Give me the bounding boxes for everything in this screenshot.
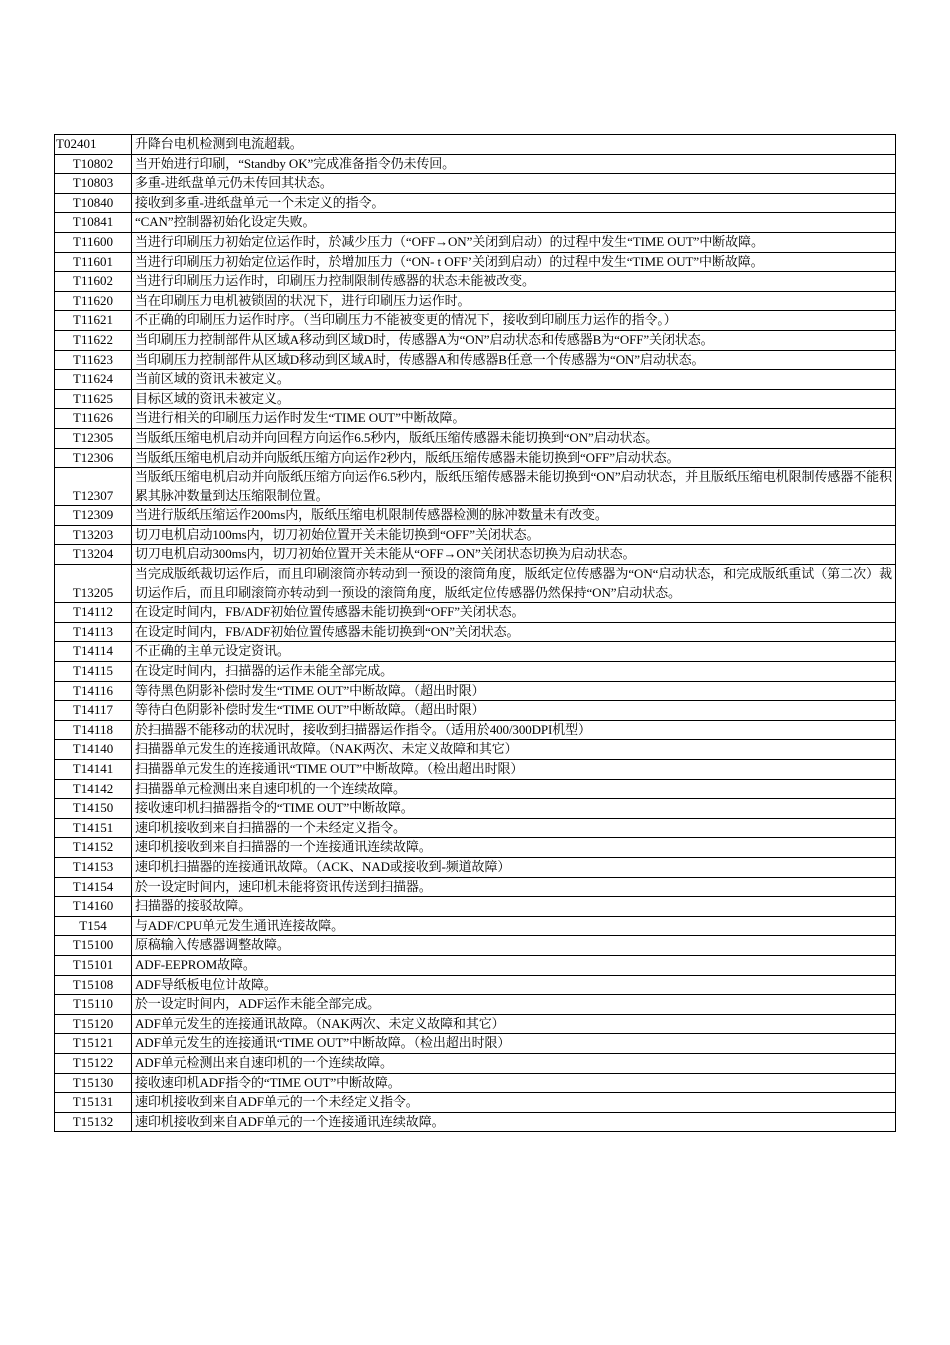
error-code-cell: T10840 — [55, 193, 132, 213]
table-row — [55, 1093, 896, 1113]
error-description-cell: 多重-进纸盘单元仍未传回其状态。 — [132, 174, 896, 194]
table-row — [55, 428, 896, 448]
table-row — [55, 936, 896, 956]
error-code-cell: T14116 — [55, 681, 132, 701]
error-description-cell: 速印机扫描器的连接通讯故障。（ACK、NAD或接收到-频道故障） — [132, 857, 896, 877]
error-code-cell: T15121 — [55, 1034, 132, 1054]
error-code-cell: T11602 — [55, 272, 132, 292]
error-description-cell: 在设定时间内，FB/ADF初始位置传感器未能切换到“OFF”关闭状态。 — [132, 603, 896, 623]
error-code-cell: T15108 — [55, 975, 132, 995]
error-code-cell: T14154 — [55, 877, 132, 897]
error-description-cell: 当版纸压缩电机启动并向版纸压缩方向运作2秒内，版纸压缩传感器未能切换到“OFF”启动状态。 — [132, 448, 896, 468]
error-description-cell: 於一设定时间内，速印机未能将资讯传送到扫描器。 — [132, 877, 896, 897]
table-row — [55, 154, 896, 174]
table-row — [55, 701, 896, 721]
table-row — [55, 193, 896, 213]
table-row — [55, 622, 896, 642]
table-row — [55, 1053, 896, 1073]
error-description-cell: 接收速印机扫描器指令的“TIME OUT”中断故障。 — [132, 799, 896, 819]
error-code-cell: T14115 — [55, 662, 132, 682]
error-description-cell: ADF单元检测出来自速印机的一个连续故障。 — [132, 1053, 896, 1073]
error-code-cell: T14151 — [55, 818, 132, 838]
error-description-cell: 当版纸压缩电机启动并向版纸压缩方向运作6.5秒内，版纸压缩传感器未能切换到“ON”启动状态，并且版纸压缩电机限制传感器不能积累其脉冲数量到达压缩限制位置。 — [132, 468, 896, 506]
error-description-cell: 速印机接收到来自ADF单元的一个连接通讯连续故障。 — [132, 1112, 896, 1132]
error-code-cell: T13203 — [55, 525, 132, 545]
table-row — [55, 779, 896, 799]
table-row — [55, 1014, 896, 1034]
error-description-cell: 当印刷压力控制部件从区域A移动到区域D时，传感器A为“ON”启动状态和传感器B为“OFF”关闭状态。 — [132, 330, 896, 350]
table-row — [55, 389, 896, 409]
table-row — [55, 409, 896, 429]
error-description-cell: 不正确的印刷压力运作时序。（当印刷压力不能被变更的情况下，接收到印刷压力运作的指令。） — [132, 311, 896, 331]
error-description-cell: 当进行版纸压缩运作200ms内，版纸压缩电机限制传感器检测的脉冲数量未有改变。 — [132, 506, 896, 526]
table-row — [55, 291, 896, 311]
table-row — [55, 916, 896, 936]
error-code-cell: T15110 — [55, 995, 132, 1015]
error-code-cell: T15130 — [55, 1073, 132, 1093]
error-code-cell: T11624 — [55, 370, 132, 390]
error-description-cell: 当在印刷压力电机被锁固的状况下，进行印刷压力运作时。 — [132, 291, 896, 311]
table-row — [55, 642, 896, 662]
table-row — [55, 818, 896, 838]
table-row — [55, 232, 896, 252]
table-row — [55, 838, 896, 858]
error-description-cell: 於扫描器不能移动的状况时，接收到扫描器运作指令。（适用於400/300DPI机型） — [132, 720, 896, 740]
error-description-cell: 当进行相关的印刷压力运作时发生“TIME OUT”中断故障。 — [132, 409, 896, 429]
error-code-cell: T12309 — [55, 506, 132, 526]
error-code-cell: T15120 — [55, 1014, 132, 1034]
error-code-cell: T14117 — [55, 701, 132, 721]
table-row — [55, 135, 896, 155]
error-code-cell: T14113 — [55, 622, 132, 642]
table-row — [55, 330, 896, 350]
error-description-cell: 接收到多重-进纸盘单元一个未定义的指令。 — [132, 193, 896, 213]
error-description-cell: 接收速印机ADF指令的“TIME OUT”中断故障。 — [132, 1073, 896, 1093]
error-description-cell: 等待白色阴影补偿时发生“TIME OUT”中断故障。（超出时限） — [132, 701, 896, 721]
table-row — [55, 370, 896, 390]
error-description-cell: 在设定时间内，扫描器的运作未能全部完成。 — [132, 662, 896, 682]
error-code-cell: T14141 — [55, 760, 132, 780]
error-description-cell: 扫描器单元发生的连接通讯故障。（NAK两次、未定义故障和其它） — [132, 740, 896, 760]
error-code-cell: T154 — [55, 916, 132, 936]
error-code-cell: T14114 — [55, 642, 132, 662]
error-description-cell: 速印机接收到来自扫描器的一个连接通讯连续故障。 — [132, 838, 896, 858]
error-description-cell: 目标区域的资讯未被定义。 — [132, 389, 896, 409]
error-code-cell: T10802 — [55, 154, 132, 174]
error-code-table-body — [55, 135, 896, 1132]
error-description-cell: 当完成版纸裁切运作后，而且印刷滚筒亦转动到一预设的滚筒角度，版纸定位传感器为“ON“启动状态，和完成版纸重试（第二次）裁切运作后，而且印刷滚筒亦转动到一预设的滚筒角度，版纸定位传感器仍然保持“ON”启动状态。 — [132, 565, 896, 603]
error-code-cell: T14160 — [55, 897, 132, 917]
table-row — [55, 760, 896, 780]
error-description-cell: 速印机接收到来自扫描器的一个未经定义指令。 — [132, 818, 896, 838]
table-row — [55, 1073, 896, 1093]
error-description-cell: 当开始进行印刷，“Standby OK”完成准备指令仍未传回。 — [132, 154, 896, 174]
error-description-cell: 切刀电机启动300ms内，切刀初始位置开关未能从“OFF→ON”关闭状态切换为启动状态。 — [132, 545, 896, 565]
table-row — [55, 1034, 896, 1054]
table-row — [55, 272, 896, 292]
error-code-cell: T14118 — [55, 720, 132, 740]
error-description-cell: 速印机接收到来自ADF单元的一个未经定义指令。 — [132, 1093, 896, 1113]
error-code-cell: T15101 — [55, 955, 132, 975]
table-row — [55, 662, 896, 682]
table-row — [55, 545, 896, 565]
error-description-cell: 在设定时间内，FB/ADF初始位置传感器未能切换到“ON”关闭状态。 — [132, 622, 896, 642]
error-code-cell: T10841 — [55, 213, 132, 233]
table-row — [55, 311, 896, 331]
error-description-cell: 扫描器单元检测出来自速印机的一个连续故障。 — [132, 779, 896, 799]
error-code-cell: T12306 — [55, 448, 132, 468]
error-description-cell: ADF单元发生的连接通讯“TIME OUT”中断故障。（检出超出时限） — [132, 1034, 896, 1054]
table-row — [55, 740, 896, 760]
error-code-cell: T15132 — [55, 1112, 132, 1132]
error-description-cell: 与ADF/CPU单元发生通讯连接故障。 — [132, 916, 896, 936]
error-code-cell: T11621 — [55, 311, 132, 331]
table-row — [55, 857, 896, 877]
table-row — [55, 1112, 896, 1132]
table-row — [55, 897, 896, 917]
error-code-cell: T11625 — [55, 389, 132, 409]
error-description-cell: “CAN”控制器初始化设定失败。 — [132, 213, 896, 233]
table-row — [55, 213, 896, 233]
table-row — [55, 955, 896, 975]
error-description-cell: 於一设定时间内，ADF运作未能全部完成。 — [132, 995, 896, 1015]
error-code-cell: T10803 — [55, 174, 132, 194]
error-description-cell: ADF-EEPROM故障。 — [132, 955, 896, 975]
error-description-cell: 扫描器单元发生的连接通讯“TIME OUT”中断故障。（检出超出时限） — [132, 760, 896, 780]
error-description-cell: 当进行印刷压力初始定位运作时，於减少压力（“OFF→ON”关闭到启动）的过程中发生“TIME OUT”中断故障。 — [132, 232, 896, 252]
table-row — [55, 975, 896, 995]
error-description-cell: 升降台电机检测到电流超载。 — [132, 135, 896, 155]
error-description-cell: 等待黑色阴影补偿时发生“TIME OUT”中断故障。（超出时限） — [132, 681, 896, 701]
error-code-cell: T15131 — [55, 1093, 132, 1113]
error-code-cell: T12307 — [55, 468, 132, 506]
table-row — [55, 525, 896, 545]
error-code-cell: T02401 — [55, 135, 132, 155]
table-row — [55, 468, 896, 506]
table-row — [55, 877, 896, 897]
error-code-cell: T11600 — [55, 232, 132, 252]
error-description-cell: ADF单元发生的连接通讯故障。（NAK两次、未定义故障和其它） — [132, 1014, 896, 1034]
table-row — [55, 603, 896, 623]
error-description-cell: 当前区域的资讯未被定义。 — [132, 370, 896, 390]
error-description-cell: 当进行印刷压力运作时，印刷压力控制限制传感器的状态未能被改变。 — [132, 272, 896, 292]
table-row — [55, 174, 896, 194]
error-code-cell: T14112 — [55, 603, 132, 623]
error-code-cell: T14153 — [55, 857, 132, 877]
error-code-cell: T11622 — [55, 330, 132, 350]
table-row — [55, 799, 896, 819]
error-description-cell: 不正确的主单元设定资讯。 — [132, 642, 896, 662]
error-code-cell: T15122 — [55, 1053, 132, 1073]
table-row — [55, 681, 896, 701]
error-code-cell: T14152 — [55, 838, 132, 858]
error-code-cell: T14140 — [55, 740, 132, 760]
table-row — [55, 720, 896, 740]
table-row — [55, 995, 896, 1015]
error-code-cell: T11620 — [55, 291, 132, 311]
error-description-cell: 原稿输入传感器调整故障。 — [132, 936, 896, 956]
error-description-cell: 切刀电机启动100ms内，切刀初始位置开关未能切换到“OFF”关闭状态。 — [132, 525, 896, 545]
error-code-cell: T15100 — [55, 936, 132, 956]
table-row — [55, 448, 896, 468]
table-row — [55, 252, 896, 272]
error-description-cell: 当进行印刷压力初始定位运作时，於增加压力（“ON- t OFF’关闭到启动）的过程中发生“TIME OUT”中断故障。 — [132, 252, 896, 272]
error-code-cell: T12305 — [55, 428, 132, 448]
error-code-cell: T13205 — [55, 565, 132, 603]
error-code-cell: T13204 — [55, 545, 132, 565]
error-code-cell: T14150 — [55, 799, 132, 819]
error-description-cell: 当版纸压缩电机启动并向回程方向运作6.5秒内，版纸压缩传感器未能切换到“ON”启动状态。 — [132, 428, 896, 448]
error-code-cell: T11601 — [55, 252, 132, 272]
table-row — [55, 565, 896, 603]
error-code-cell: T11626 — [55, 409, 132, 429]
error-description-cell: 当印刷压力控制部件从区域D移动到区域A时，传感器A和传感器B任意一个传感器为“ON”启动状态。 — [132, 350, 896, 370]
error-description-cell: 扫描器的接驳故障。 — [132, 897, 896, 917]
error-description-cell: ADF导纸板电位计故障。 — [132, 975, 896, 995]
table-row — [55, 350, 896, 370]
table-row — [55, 506, 896, 526]
error-code-cell: T11623 — [55, 350, 132, 370]
error-code-table — [54, 134, 896, 1132]
error-code-cell: T14142 — [55, 779, 132, 799]
